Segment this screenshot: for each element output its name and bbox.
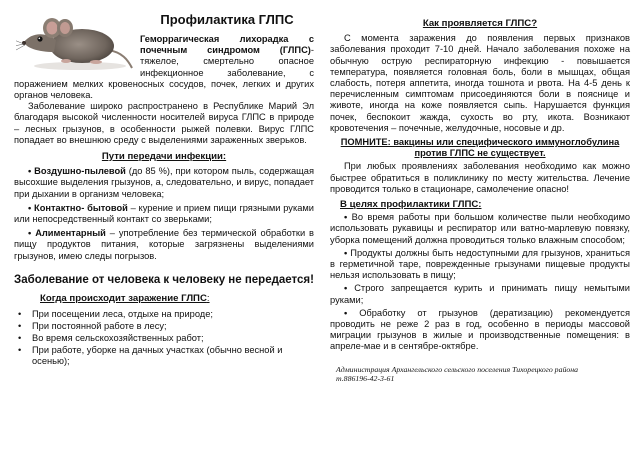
route-text: – употребление без термической обработки в пищу продуктов питания, которые загрязнены выделениями грызунов, имею следы погрызов. [14,228,314,261]
list-item-text: При постоянной работе в лесу; [32,320,167,331]
bullet-icon: • [18,320,22,331]
routes-heading: Пути передачи инфекции: [101,151,227,163]
prevention-item [330,248,630,282]
bullet-icon: • [28,228,32,239]
when-heading-row [40,293,314,304]
bullet-icon: • [344,307,348,318]
prevention-heading-colon: : [478,199,482,211]
route-item [14,203,314,225]
bullet-icon: • [28,202,32,213]
bullet-icon: • [18,332,22,343]
route-text: – курение и прием пищи грязными руками или непосредственный контакт со зверьками; [14,202,314,225]
route-name: Воздушно-пылевой [34,166,126,177]
prevention-item-text: Продукты должны быть недоступными для грызунов, храниться в герметичной таре, поврежденные грызунами пищевые продукты нельзя использовать в пищу; [330,247,630,281]
prevention-item [330,212,630,246]
bullet-icon: • [18,345,22,356]
mouse-illustration [16,6,134,72]
bullet-icon: • [18,308,22,319]
list-item [14,309,314,320]
prevention-item [330,283,630,305]
symptoms-paragraph: С момента заражения до появления первых признаков заболевания проходит 7-10 дней. Начало заболевания похоже на обычную острую респираторную инфекцию - повышается температура, появляется головная боль, боли в мышцах, общая слабость, потеря аппетита, иногда тошнота и рвота. На 4-5 день к перечисленным симптомам присоединяются боли в пояснице и животе, иногда на коже появляется сыпь. Нарушается функция почек, беспокоит жажда, сухость во рту, икота. Возникают кровотечения – почечные, желудочные, носовые и др. [330,33,630,133]
prevention-item [330,308,630,353]
bullet-icon: • [344,283,348,294]
remember-warning [330,137,630,159]
no-transmission-warning: Заболевание от человека к человеку не передается! [14,273,314,286]
route-name: Контактно- бытовой [34,202,128,213]
list-item [14,345,314,367]
bullet-icon: • [344,212,348,223]
prevention-heading: В целях профилактики ГЛПС [340,199,479,211]
route-item [14,228,314,262]
when-heading-colon: : [206,293,210,305]
remember-text: ПОМНИТЕ: вакцины или специфического иммуноглобулина против ГЛПС не существует [340,137,620,159]
bullet-icon: • [28,166,32,177]
symptoms-heading: Как проявляется ГЛПС? [422,18,538,29]
route-text: (до 85 %), при котором пыль, содержащая высохшие выделения грызунов, а, следовательно, и вирус, попадает при дыхании в организм человека; [14,166,314,199]
list-item [14,333,314,344]
left-column [14,6,314,369]
prevention-item-text: Обработку от грызунов (дератизацию) рекомендуется проводить не реже 2 раз в год, особенно в периоды массовой миграции грызунов в жилые и производственные помещения: в апреле-мае и в сентябре-октябре. [330,307,630,352]
bullet-icon: • [344,247,348,258]
prevention-heading-row [340,199,630,210]
remember-dot: . [542,148,546,159]
route-name: Алиментарный [35,228,106,239]
prevention-item-text: Строго запрещается курить и принимать пищу немытыми руками; [330,283,630,305]
doctor-paragraph: При любых проявлениях заболевания необходимо как можно быстрее обратиться в поликлинику по месту жительства. Лечение проводится только в стационаре, самолечение опасно! [330,161,630,194]
route-item [14,166,314,200]
intro-text: - тяжелое, смертельно опасное инфекционное заболевание, с поражением мелких кровеносных сосудов, почек, легких и других органов человека. [14,45,314,101]
list-item [14,321,314,332]
when-heading: Когда происходит заражение ГЛПС [40,293,207,305]
list-item-text: При работе, уборке на дачных участках (обычно весной и осенью); [32,345,283,367]
list-item-text: При посещении леса, отдыхе на природе; [32,308,213,319]
list-item-text: Во время сельскохозяйственных работ; [32,332,204,343]
spread-paragraph: Заболевание широко распространено в Республике Марий Эл благодаря высокой численности носителей вируса ГЛПС в природе – лесных грызунов, в особенности рыжей полевки. Вирус ГЛПС попадает во внешнюю среду с выделениями зараженных зверьков. [14,101,314,145]
signature-block [336,365,630,384]
disease-name: Геморрагическая лихорадка с почечным синдромом (ГЛПС) [140,34,314,56]
when-list [14,309,314,368]
signature-phone: т.886196-42-3-61 [336,374,395,384]
prevention-item-text: Во время работы при большом количестве пыли необходимо использовать рукавицы и респиратор или ватно-марлевую повязку, уборка помещений должна проводиться только влажным способом; [330,212,631,245]
signature-org: Администрация Архангельского сельского поселения Тихорецкого района [336,364,579,374]
page-title: Профилактика ГЛПС [160,12,294,27]
right-column [330,6,630,384]
